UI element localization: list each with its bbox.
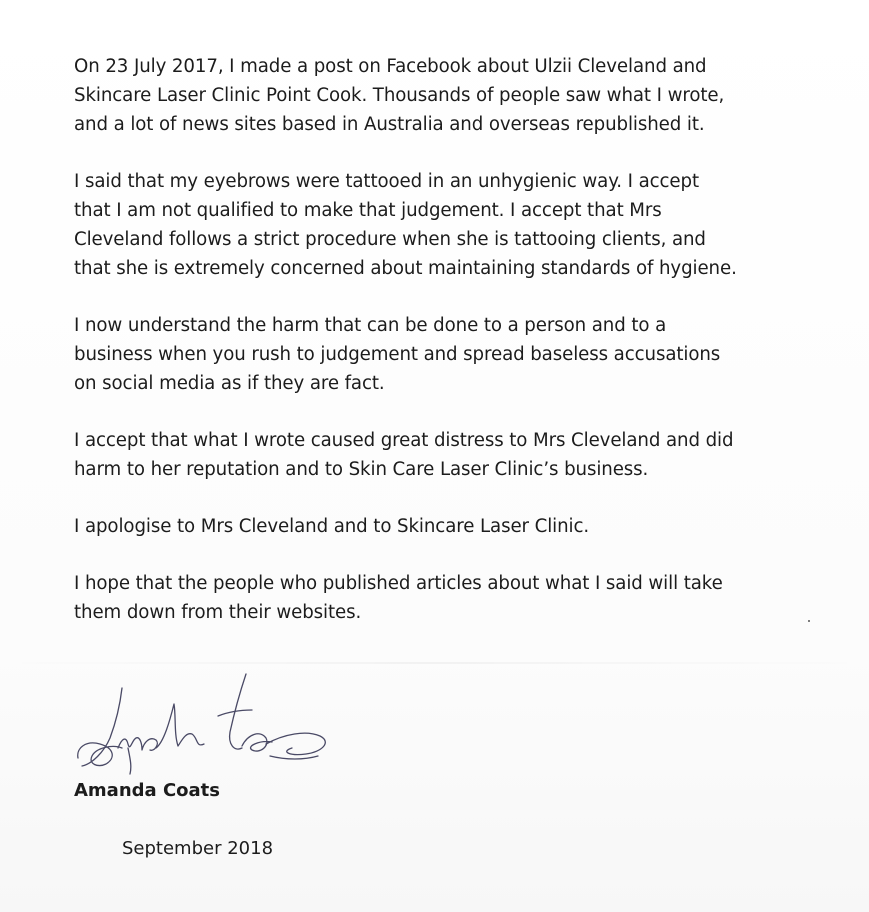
- paragraph-facebook-post: [74, 52, 864, 139]
- paragraph-hygiene: [74, 167, 864, 283]
- paragraph-distress: [74, 426, 864, 484]
- paragraph-line: and a lot of news sites based in Australia and overseas republished it.: [74, 114, 705, 135]
- scan-speck: [808, 620, 810, 622]
- letter-body: [74, 52, 864, 655]
- paragraph-line: I now understand the harm that can be done to a person and to a: [74, 315, 667, 336]
- handwritten-signature: [70, 660, 340, 780]
- signatory-name: Amanda Coats: [74, 780, 220, 801]
- paragraph-line: them down from their websites.: [74, 602, 362, 623]
- paragraph-line: I accept that what I wrote caused great distress to Mrs Cleveland and did: [74, 430, 734, 451]
- paragraph-line: On 23 July 2017, I made a post on Facebook about Ulzii Cleveland and: [74, 56, 707, 77]
- paragraph-apology: [74, 512, 864, 541]
- letter-date: September 2018: [122, 838, 274, 859]
- paragraph-line: I hope that the people who published articles about what I said will take: [74, 573, 723, 594]
- paragraph-line: on social media as if they are fact.: [74, 373, 385, 394]
- paragraph-line: business when you rush to judgement and spread baseless accusations: [74, 344, 721, 365]
- paragraph-line: I said that my eyebrows were tattooed in an unhygienic way. I accept: [74, 171, 699, 192]
- paragraph-takedown: [74, 569, 864, 627]
- paragraph-line: that she is extremely concerned about maintaining standards of hygiene.: [74, 258, 737, 279]
- paragraph-line: I apologise to Mrs Cleveland and to Skincare Laser Clinic.: [74, 516, 590, 537]
- paragraph-line: that I am not qualified to make that judgement. I accept that Mrs: [74, 200, 662, 221]
- paragraph-line: Cleveland follows a strict procedure when she is tattooing clients, and: [74, 229, 706, 250]
- paragraph-line: Skincare Laser Clinic Point Cook. Thousands of people saw what I wrote,: [74, 85, 725, 106]
- paragraph-line: harm to her reputation and to Skin Care Laser Clinic’s business.: [74, 459, 649, 480]
- paragraph-harm: [74, 311, 864, 398]
